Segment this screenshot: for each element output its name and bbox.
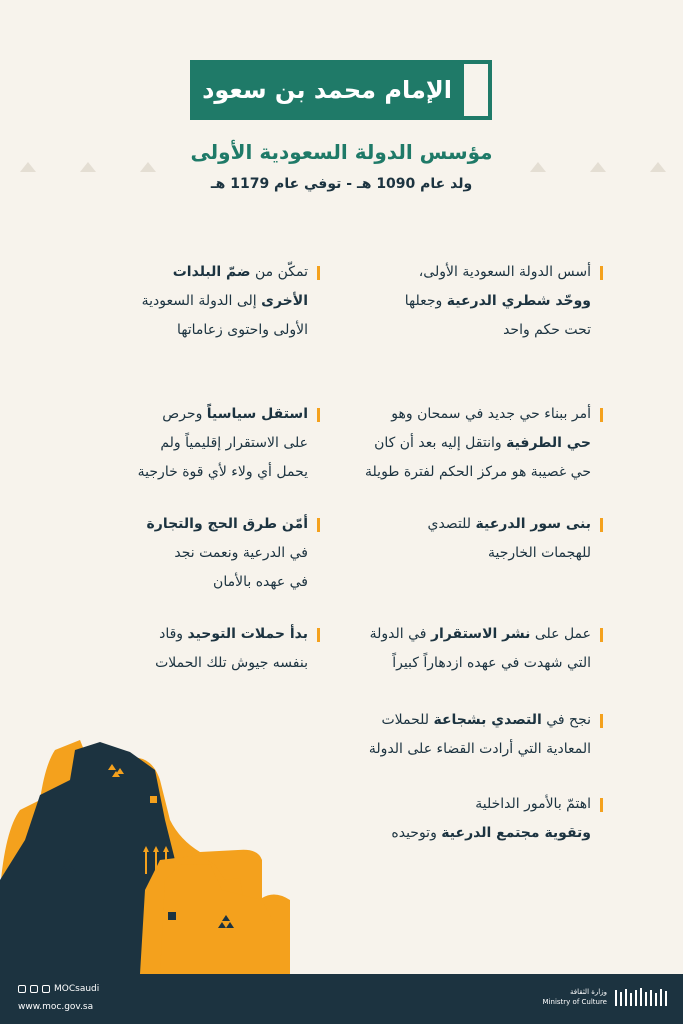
achievement-line: تمكّن من ضمّ البلدات xyxy=(172,264,308,280)
achievement-line: بدأ حملات التوحيد وقاد xyxy=(159,626,308,642)
achievement-line: استقل سياسياً وحرص xyxy=(162,406,308,422)
achievement-line: أسس الدولة السعودية الأولى، xyxy=(418,264,591,280)
social-links[interactable] xyxy=(18,984,99,994)
achievement-line: أمّن طرق الحج والتجارة xyxy=(146,516,308,532)
ministry-name-en: Ministry of Culture xyxy=(542,998,607,1006)
achievement-line: للهجمات الخارجية xyxy=(488,545,591,561)
footer-bar xyxy=(0,974,683,1024)
achievement-item xyxy=(363,258,603,345)
ministry-logo xyxy=(543,986,669,1008)
achievement-item xyxy=(363,400,603,487)
instagram-icon[interactable] xyxy=(30,985,38,993)
achievement-item xyxy=(80,400,320,487)
page-title: الإمام محمد بن سعود xyxy=(202,76,452,104)
achievement-line: الأولى واحتوى زعاماتها xyxy=(177,322,308,338)
achievement-item xyxy=(80,620,320,678)
achievement-line: عمل على نشر الاستقرار في الدولة xyxy=(369,626,591,642)
website-link[interactable]: www.moc.gov.sa xyxy=(18,1002,94,1012)
page-subtitle: مؤسس الدولة السعودية الأولى xyxy=(190,140,493,164)
achievement-line: على الاستقرار إقليمياً ولم xyxy=(160,435,308,451)
youtube-icon[interactable] xyxy=(42,985,50,993)
achievement-item xyxy=(363,620,603,678)
achievement-line: وتقوية مجتمع الدرعية وتوحيده xyxy=(391,825,591,841)
achievement-item xyxy=(363,706,603,764)
ministry-name-ar: وزارة الثقافة xyxy=(570,988,607,996)
achievement-line: المعادية التي أرادت القضاء على الدولة xyxy=(368,741,591,757)
achievement-line: أمر ببناء حي جديد في سمحان وهو xyxy=(391,406,591,422)
achievement-line: نجح في التصدي بشجاعة للحملات xyxy=(381,712,591,728)
achievement-line: اهتمّ بالأمور الداخلية xyxy=(475,796,591,812)
achievement-line: الأخرى إلى الدولة السعودية xyxy=(141,293,308,309)
achievement-line: التي شهدت في عهده ازدهاراً كبيراً xyxy=(392,655,591,671)
twitter-icon[interactable] xyxy=(18,985,26,993)
achievement-line: يحمل أي ولاء لأي قوة خارجية xyxy=(137,464,308,480)
achievement-line: حي الطرفية وانتقل إليه بعد أن كان xyxy=(374,435,591,451)
achievement-line: في الدرعية ونعمت نجد xyxy=(174,545,308,561)
palm-emblem-icon xyxy=(613,986,669,1008)
achievement-line: ووحّد شطري الدرعية وجعلها xyxy=(404,293,591,309)
achievement-line: في عهده بالأمان xyxy=(213,574,308,590)
diriyah-buildings-illustration xyxy=(0,740,290,974)
achievement-item xyxy=(80,258,320,345)
achievement-line: بنفسه جيوش تلك الحملات xyxy=(155,655,308,671)
title-banner xyxy=(190,60,492,120)
achievement-item xyxy=(363,790,603,848)
achievement-line: تحت حكم واحد xyxy=(503,322,591,338)
achievement-line: حي غصيبة هو مركز الحكم لفترة طويلة xyxy=(365,464,591,480)
social-handle[interactable]: MOCsaudi xyxy=(54,984,100,994)
achievement-item xyxy=(363,510,603,568)
birth-death-dates: ولد عام 1090 هـ - توفي عام 1179 هـ xyxy=(210,176,473,192)
achievement-line: بنى سور الدرعية للتصدي xyxy=(427,516,591,532)
achievement-item xyxy=(80,510,320,597)
